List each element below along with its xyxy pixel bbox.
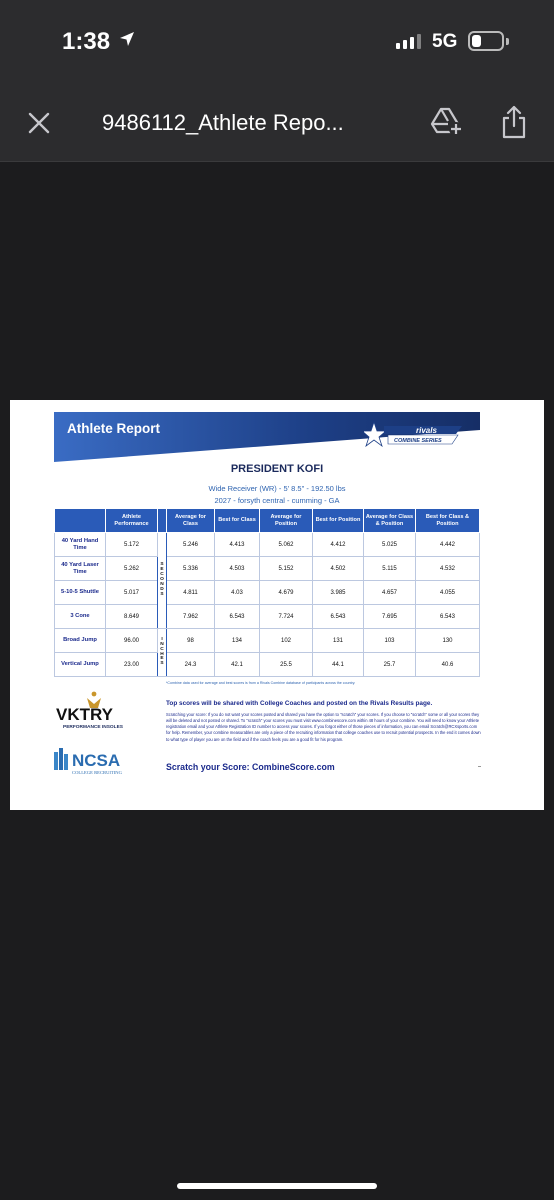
cell: 4.532 xyxy=(416,557,480,581)
share-icon[interactable] xyxy=(500,104,528,140)
table-row xyxy=(55,653,480,677)
unit-seconds-label: S E C O N D S xyxy=(158,533,167,629)
battery-cap xyxy=(506,38,509,45)
combine-score-link[interactable]: Scratch your Score: CombineScore.com xyxy=(166,762,335,772)
clock: 1:38 xyxy=(62,28,111,55)
row-label: Vertical Jump xyxy=(55,653,106,677)
cell: 3.985 xyxy=(313,581,364,605)
cellular-signal-icon xyxy=(396,34,421,49)
vktry-subtitle: PERFORMANCE INSOLES xyxy=(63,725,123,730)
status-bar xyxy=(0,0,554,84)
cell: 4.442 xyxy=(416,533,480,557)
cell: 7.695 xyxy=(364,605,416,629)
table-row xyxy=(55,629,480,653)
vktry-text: VKTRY xyxy=(56,705,113,724)
sharing-notice-heading: Top scores will be shared with College Coaches and posted on the Rivals Results page. xyxy=(166,700,433,707)
vktry-logo xyxy=(54,688,136,732)
cell: 5.115 xyxy=(364,557,416,581)
cell: 103 xyxy=(364,629,416,653)
cell: 5.246 xyxy=(167,533,215,557)
cell: 4.412 xyxy=(313,533,364,557)
cell: 131 xyxy=(313,629,364,653)
cell: 130 xyxy=(416,629,480,653)
cell: 5.152 xyxy=(260,557,313,581)
table-row xyxy=(55,605,480,629)
combine-results-table xyxy=(54,508,480,677)
cell: 4.657 xyxy=(364,581,416,605)
cell: 25.5 xyxy=(260,653,313,677)
row-label: 40 Yard Hand Time xyxy=(55,533,106,557)
cell: 40.6 xyxy=(416,653,480,677)
cell: 4.03 xyxy=(215,581,260,605)
document-page xyxy=(10,400,544,810)
cell: 6.543 xyxy=(215,605,260,629)
cell: 4.413 xyxy=(215,533,260,557)
battery-icon xyxy=(468,31,504,51)
column-header: Best for Position xyxy=(313,509,364,533)
row-label: Broad Jump xyxy=(55,629,106,653)
data-source-note: *Combine data used for average and best scores is from a Rivals Combine database of participants across the country. xyxy=(166,681,356,685)
close-icon[interactable] xyxy=(26,110,52,136)
cell: 5.172 xyxy=(106,533,158,557)
cell: 5.017 xyxy=(106,581,158,605)
unit-header xyxy=(158,509,167,533)
athlete-school-line: 2027 - forsyth central - cumming - GA xyxy=(214,496,340,505)
cell: 5.062 xyxy=(260,533,313,557)
column-header: Athlete Performance xyxy=(106,509,158,533)
network-type: 5G xyxy=(432,31,458,52)
table-row xyxy=(55,581,480,605)
cell: 98 xyxy=(167,629,215,653)
document-title: 9486112_Athlete Repo... xyxy=(102,110,344,135)
unit-inches-label: I N C H E S xyxy=(158,629,167,677)
report-title: Athlete Report xyxy=(67,421,161,436)
cell: 6.543 xyxy=(313,605,364,629)
cell: 102 xyxy=(260,629,313,653)
column-header: Average for Position xyxy=(260,509,313,533)
column-header: Average for Class xyxy=(167,509,215,533)
cell: 4.502 xyxy=(313,557,364,581)
table-corner xyxy=(55,509,106,533)
cell: 5.336 xyxy=(167,557,215,581)
cell: 96.00 xyxy=(106,629,158,653)
column-header: Best for Class & Position xyxy=(416,509,480,533)
cell: 24.3 xyxy=(167,653,215,677)
table-row xyxy=(55,533,480,557)
ncsa-subtitle: COLLEGE RECRUITING xyxy=(72,770,122,775)
location-arrow-icon xyxy=(118,30,136,48)
rivals-text: rivals xyxy=(416,426,437,435)
viewer-toolbar xyxy=(0,84,554,162)
row-label: 40 Yard Laser Time xyxy=(55,557,106,581)
athlete-name: PRESIDENT KOFI xyxy=(230,463,324,475)
table-row xyxy=(55,557,480,581)
add-to-drive-icon[interactable] xyxy=(430,106,464,138)
cell: 4.811 xyxy=(167,581,215,605)
row-label: 3 Cone xyxy=(55,605,106,629)
cell: 5.262 xyxy=(106,557,158,581)
cell: 4.055 xyxy=(416,581,480,605)
athlete-position-line: Wide Receiver (WR) - 5' 8.5" - 192.50 lbs xyxy=(208,484,346,493)
scratch-instructions: Scratching your score: If you do not want your scores posted and shared you have the option to "scratch" your scores. If you choose to "scratch" some or all your scores they will be deleted and not posted or shared. To "scratch" your scores you must visit www.combinescore.com within 48 hours of your combine. You will need to know your Athlete registration email and your Athlete Registration ID number to access your scores. If you forgot either of those pieces of information, you can email Scratch@RCXsports.com for help. Remember, your combine measurables are only a piece of the recruiting information that college coaches use to recruit potential prospects. In the end it comes down to what type of player you are on the field and if the coach feels you are a good fit for his program. xyxy=(166,712,481,742)
cell: 8.649 xyxy=(106,605,158,629)
rivals-combine-logo xyxy=(364,420,464,454)
ncsa-text: NCSA xyxy=(72,751,121,770)
cell: 25.7 xyxy=(364,653,416,677)
cell: 6.543 xyxy=(416,605,480,629)
cell: 5.025 xyxy=(364,533,416,557)
cell: 42.1 xyxy=(215,653,260,677)
combine-series-text: COMBINE SERIES xyxy=(394,438,442,444)
cell: 4.679 xyxy=(260,581,313,605)
column-header: Average for Class & Position xyxy=(364,509,416,533)
cell: 7.962 xyxy=(167,605,215,629)
ncsa-logo xyxy=(52,744,142,778)
cell: 7.724 xyxy=(260,605,313,629)
cell: 4.503 xyxy=(215,557,260,581)
cell: 134 xyxy=(215,629,260,653)
cell: 44.1 xyxy=(313,653,364,677)
document-viewer[interactable] xyxy=(0,162,554,1200)
cell: 23.00 xyxy=(106,653,158,677)
divider-mark xyxy=(478,766,481,767)
column-header: Best for Class xyxy=(215,509,260,533)
row-label: 5-10-5 Shuttle xyxy=(55,581,106,605)
home-indicator[interactable] xyxy=(177,1183,377,1189)
